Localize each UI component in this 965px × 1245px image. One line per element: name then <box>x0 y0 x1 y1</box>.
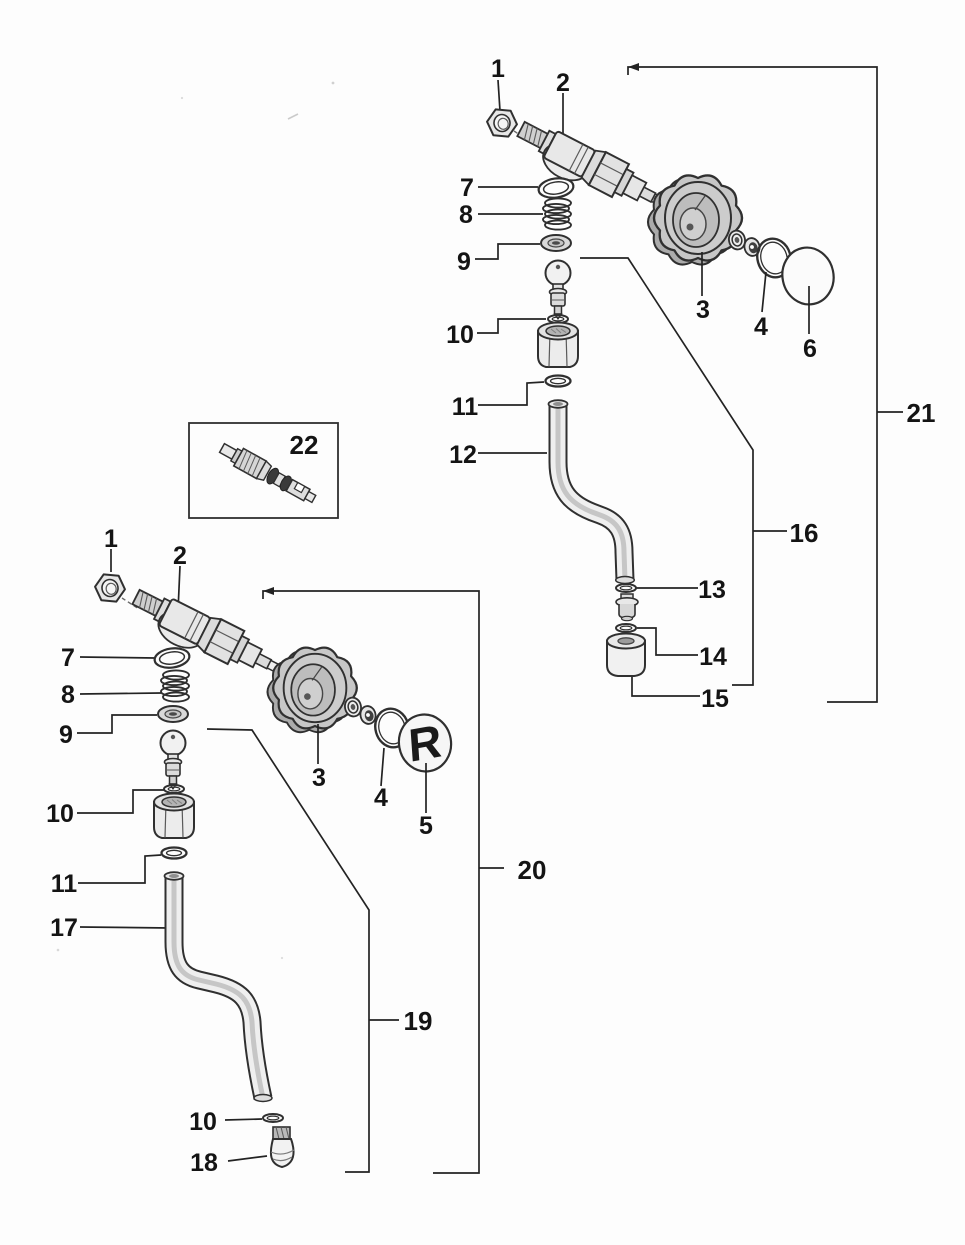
scan-specks <box>57 82 335 960</box>
callout-4-upper: 4 <box>754 313 768 341</box>
oring-part11-upper <box>546 376 571 387</box>
knob-part3-lower <box>268 648 357 733</box>
callout-18: 18 <box>190 1149 218 1177</box>
callout-16: 16 <box>789 518 819 548</box>
callout-3-lower: 3 <box>312 764 326 792</box>
callout-2-upper: 2 <box>556 69 570 97</box>
seal-part10b <box>263 1114 283 1122</box>
callout-19: 19 <box>403 1006 433 1036</box>
callout-4-lower: 4 <box>374 784 388 812</box>
bracket-21 <box>628 63 903 702</box>
lock-nut-part1-lower <box>93 571 127 605</box>
seal-part13 <box>616 584 636 592</box>
logo-letter: R <box>406 714 444 772</box>
callout-11-lower: 11 <box>50 870 78 898</box>
oring-part11-lower <box>162 848 187 859</box>
valve-body-part2-lower <box>125 580 286 690</box>
callout-2-lower: 2 <box>173 542 187 570</box>
spring-part8-lower <box>161 670 189 701</box>
leader-4-upper <box>762 272 766 312</box>
callout-5: 5 <box>419 812 433 840</box>
bracket-19 <box>207 729 399 1172</box>
callout-1-lower: 1 <box>104 525 118 553</box>
callout-10-lower: 10 <box>46 800 74 828</box>
callouts-lower <box>46 525 546 1177</box>
callout-20: 20 <box>517 855 547 885</box>
lower-assembly <box>93 571 455 1167</box>
valve-body-part2-upper <box>509 113 669 224</box>
coupling-nut-lower <box>154 794 194 839</box>
leader-4-lower <box>381 748 384 786</box>
callout-11-upper: 11 <box>451 393 479 421</box>
callout-12: 12 <box>449 441 477 469</box>
steam-tip-part18 <box>271 1127 294 1167</box>
coupling-nut-upper <box>538 323 578 368</box>
cup-part15 <box>607 634 645 677</box>
callout-22: 22 <box>289 430 319 460</box>
knob-part3-upper <box>648 175 742 264</box>
callout-8-upper: 8 <box>459 201 473 229</box>
callout-14: 14 <box>699 643 727 671</box>
callout-7-upper: 7 <box>460 174 474 202</box>
callouts-upper <box>446 55 935 713</box>
callout-10b: 10 <box>189 1108 217 1136</box>
nozzle-fitting-upper <box>616 594 638 621</box>
oring-part7-lower <box>153 646 190 670</box>
ball-stem-lower <box>161 731 186 790</box>
spring-part8-upper <box>543 198 571 229</box>
ball-stem-upper <box>546 261 571 320</box>
lock-nut-part1-upper <box>485 106 519 140</box>
callout-7-lower: 7 <box>61 644 75 672</box>
logo-disc-part5 <box>394 710 455 775</box>
callout-13: 13 <box>698 576 726 604</box>
seal-part14 <box>616 624 636 632</box>
callout-17: 17 <box>50 914 78 942</box>
washer-part9-lower <box>158 706 188 722</box>
wand-tube-part12 <box>549 400 635 583</box>
callout-8-lower: 8 <box>61 681 75 709</box>
callout-21: 21 <box>906 398 936 428</box>
callout-1-upper: 1 <box>491 55 505 83</box>
wand-tube-part17 <box>165 872 273 1101</box>
callout-9-upper: 9 <box>457 248 471 276</box>
upper-assembly <box>485 106 839 676</box>
callout-6: 6 <box>803 335 817 363</box>
callout-10-upper: 10 <box>446 321 474 349</box>
washer-part9-upper <box>541 235 571 251</box>
callout-3-upper: 3 <box>696 296 710 324</box>
oring-part7-upper <box>537 176 574 200</box>
callout-9-lower: 9 <box>59 721 73 749</box>
callout-15: 15 <box>701 685 729 713</box>
